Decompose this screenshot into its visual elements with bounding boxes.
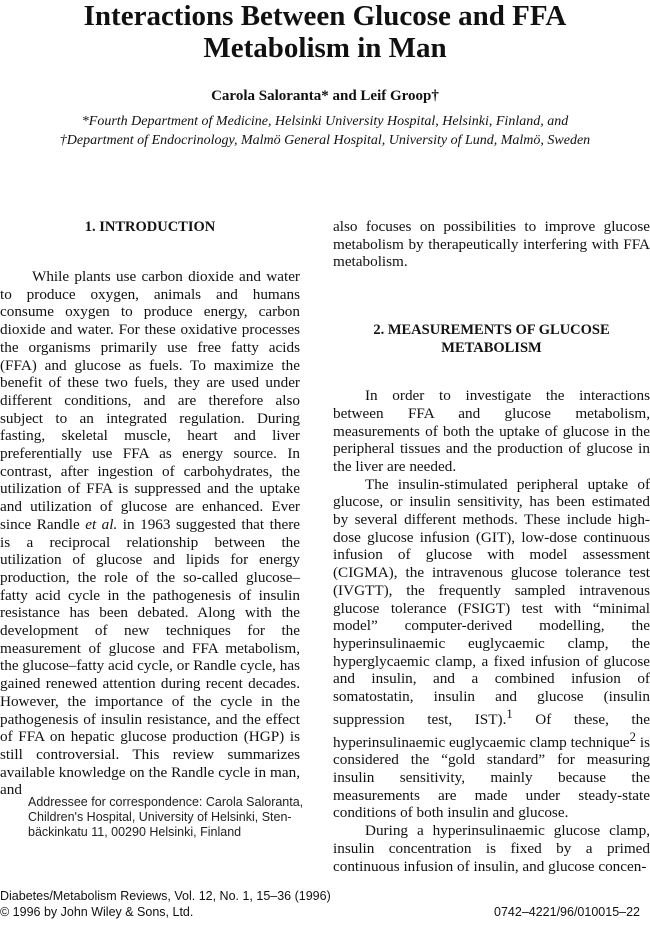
affiliation-line-2: †Department of Endocrinology, Malmö General Hospital, University of Lund, Malmö, Sweden — [59, 133, 591, 148]
introduction-heading: 1. INTRODUCTION — [84, 219, 216, 235]
footnote-line-1: Addressee for correspondence: Carola Saloranta, — [28, 795, 304, 809]
left-column — [0, 218, 300, 799]
journal-citation: Diabetes/Metabolism Reviews, Vol. 12, No. 1, 15–36 (1996) — [0, 889, 331, 903]
measurements-heading — [333, 321, 650, 357]
affiliations — [0, 112, 650, 150]
measurements-heading-line-1: 2. MEASUREMENTS OF GLUCOSE — [373, 322, 610, 339]
introduction-continuation: also focuses on possibilities to improve glucose metabolism by therapeutically interfering with FFA metabolism. — [333, 218, 650, 271]
article-title — [0, 0, 650, 64]
correspondence-footnote — [28, 795, 328, 840]
affiliation-line-1: *Fourth Department of Medicine, Helsinki University Hospital, Helsinki, Finland, and — [81, 114, 569, 129]
measure-p2-part-c: is considered the “gold standard” for measuring insulin sensitivity, mainly because the measurements are made under steady-state conditions of both insulin and glucose. — [333, 733, 650, 822]
citation-2: 2 — [629, 729, 636, 744]
measure-p2-part-a: The insulin-stimulated peripheral uptake of glucose, or insulin sensitivity, has been estimated by several different methods. These include high-dose glucose infusion (GIT), low-dose continuous infusion of glucose with model assessment (CIGMA), the intravenous glucose tolerance test (IVGTT), the frequently sampled intravenous glucose tolerance (FSIGT) test with “minimal model” computer-derived modelling, the hyperinsulinaemic euglycaemic clamp, the hyperglycaemic clamp, a fixed infusion of glucose and insulin, and a combined infusion of somatostatin, insulin and glucose (insulin suppression test, IST). — [333, 475, 650, 728]
right-column — [333, 218, 650, 875]
measure-p2-part-b: Of these, the hyperinsulinaemic euglycaemic clamp technique — [333, 710, 650, 751]
title-line-1: Interactions Between Glucose and FFA — [83, 0, 567, 32]
intro-text-part-1: While plants use carbon dioxide and water to produce oxygen, animals and humans consume oxygen to produce energy, carbon dioxide and water. For these oxidative processes the organisms primarily use free fatty acids (FFA) and glucose as fuels. To maximize the benefit of these two fuels, they are used under different conditions, and are therefore also subject to an integrated regulation. During fasting, skeletal muscle, heart and liver preferentially use FFA as energy source. In contrast, after ingestion of carbohydrates, the utilization of FFA is suppressed and the uptake and utilization of glucose are enhanced. Ever since Randle — [0, 268, 300, 533]
intro-text-part-2: in 1963 suggested that there is a reciprocal relationship between the utilization of glucose and lipids for energy production, the role of the so-called glucose–fatty acid cycle in the pathogenesis of insulin resistance has been debated. Along with the development of new techniques for the measurement of glucose and FFA metabolism, the glucose–fatty acid cycle, or Randle cycle, has gained renewed attention during recent decades. However, the importance of the cycle in the pathogenesis of insulin resistance, and the effect of FFA on hepatic glucose production (HGP) is still controversial. This review summarizes available knowledge on the Randle cycle in man, and — [0, 515, 300, 799]
introduction-paragraph — [0, 268, 300, 799]
footnote-line-3: bäckinkatu 11, 00290 Helsinki, Finland — [28, 825, 242, 839]
article-code: 0742–4221/96/010015–22 — [494, 905, 640, 919]
measurements-paragraph-1: In order to investigate the interactions between FFA and glucose metabolism, measurements of both the uptake of glucose in the peripheral tissues and the production of glucose in the liver are needed. — [333, 387, 650, 475]
author-list: Carola Saloranta* and Leif Groop† — [211, 88, 439, 104]
copyright-notice: © 1996 by John Wiley & Sons, Ltd. — [0, 905, 194, 919]
footnote-line-2: Children's Hospital, University of Helsinki, Sten- — [28, 810, 292, 824]
measurements-heading-line-2: METABOLISM — [441, 340, 542, 357]
measurements-paragraph-3: During a hyperinsulinaemic glucose clamp, insulin concentration is fixed by a primed continuous infusion of insulin, and glucose concen- — [333, 822, 650, 875]
title-line-2: Metabolism in Man — [203, 32, 447, 64]
intro-et-al: et al. — [85, 515, 118, 533]
citation-1: 1 — [506, 706, 513, 721]
measurements-paragraph-2 — [333, 476, 650, 822]
